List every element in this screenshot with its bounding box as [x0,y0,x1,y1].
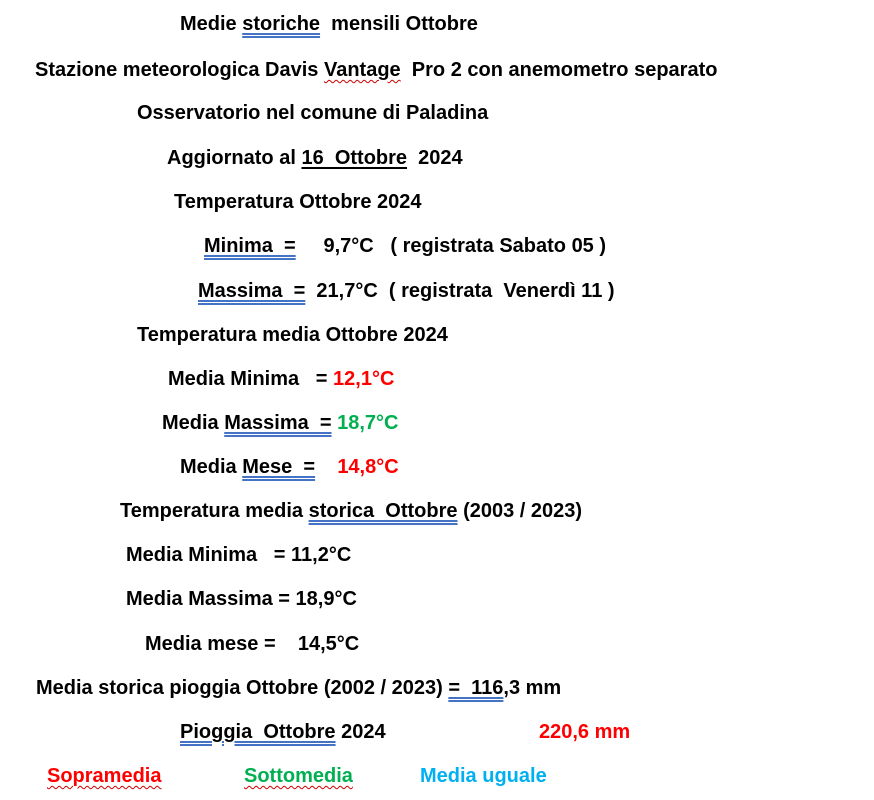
avg-min-value: 12,1°C [333,368,395,390]
massima-line: Massima = 21,7°C ( registrata Venerdì 11 ) [198,280,615,302]
temp-month-heading: Temperatura Ottobre 2024 [174,191,422,213]
avg-month-line: Media Mese = 14,8°C [180,456,399,478]
avg-month-value: 14,8°C [337,456,399,478]
avg-min-line: Media Minima = 12,1°C [168,368,395,390]
avg-max-line: Media Massima = 18,7°C [162,412,399,434]
hist-max-line: Media Massima = 18,9°C [126,588,357,610]
minima-line: Minima = 9,7°C ( registrata Sabato 05 ) [204,235,607,257]
hist-min-line: Media Minima = 11,2°C [126,544,352,566]
rain-month-value: 220,6 mm [539,721,631,743]
updated-line: Aggiornato al 16 Ottobre 2024 [167,147,463,169]
rain-hist-line: Media storica pioggia Ottobre (2002 / 2023) = 116,3 mm [36,677,562,699]
temp-avg-heading: Temperatura media Ottobre 2024 [137,324,448,346]
page-title: Medie storiche mensili Ottobre [180,13,478,35]
legend-below: Sottomedia [244,765,353,787]
avg-max-value: 18,7°C [337,412,399,434]
legend-equal: Media uguale [420,765,547,787]
observatory-line: Osservatorio nel comune di Paladina [137,102,489,124]
station-line: Stazione meteorologica Davis Vantage Pro 2 con anemometro separato [35,59,718,81]
hist-heading: Temperatura media storica Ottobre (2003 / 2023) [120,500,583,522]
hist-month-line: Media mese = 14,5°C [145,633,360,655]
rain-month-line: Pioggia Ottobre 2024 [180,721,386,743]
legend-above: Sopramedia [47,765,162,787]
